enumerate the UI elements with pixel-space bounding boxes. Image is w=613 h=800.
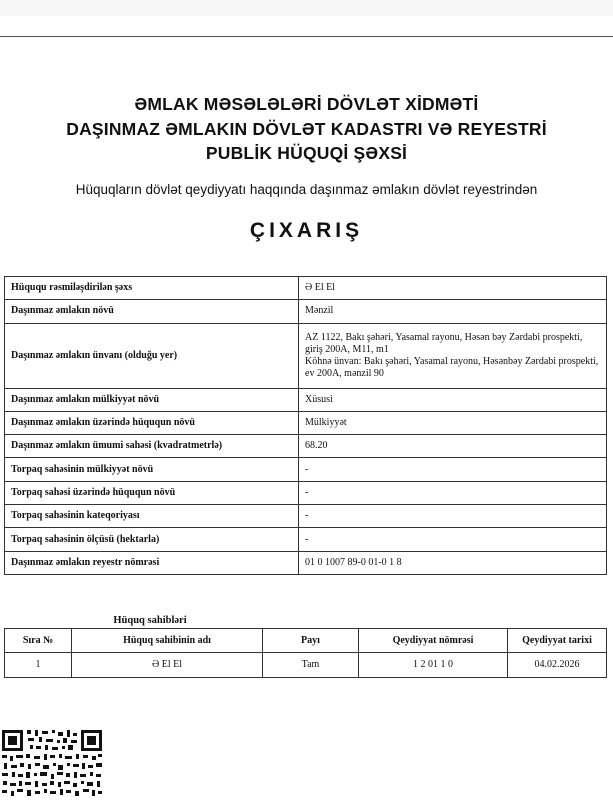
info-label: Daşınmaz əmlakın reyestr nömrəsi bbox=[5, 551, 299, 574]
table-cell: Ə El El bbox=[72, 653, 263, 678]
info-label: Daşınmaz əmlakın növü bbox=[5, 300, 299, 323]
table-cell: 04.02.2026 bbox=[508, 653, 607, 678]
info-label: Daşınmaz əmlakın ümumi sahəsi (kvadratmetrlə) bbox=[5, 435, 299, 458]
info-row bbox=[5, 528, 607, 551]
agency-name-line3: PUBLİK HÜQUQİ ŞƏXSİ bbox=[205, 143, 408, 163]
info-label: Torpaq sahəsinin kateqoriyası bbox=[5, 505, 299, 528]
info-value: 01 0 1007 89-0 01-0 1 8 bbox=[299, 551, 607, 574]
info-value: Xüsusi bbox=[299, 388, 607, 411]
column-header: Qeydiyyat nömrəsi bbox=[359, 629, 508, 653]
info-row bbox=[5, 435, 607, 458]
table-cell: Tam bbox=[263, 653, 359, 678]
document-title: ÇIXARIŞ bbox=[249, 219, 364, 242]
table-cell: 1 2 01 1 0 bbox=[359, 653, 508, 678]
info-label: Torpaq sahəsinin mülkiyyət növü bbox=[5, 458, 299, 481]
info-label: Torpaq sahəsinin ölçüsü (hektarla) bbox=[5, 528, 299, 551]
info-row bbox=[5, 411, 607, 434]
info-label: Daşınmaz əmlakın mülkiyyət növü bbox=[5, 388, 299, 411]
info-value: - bbox=[299, 481, 607, 504]
info-label: Daşınmaz əmlakın üzərində hüququn növü bbox=[5, 411, 299, 434]
info-row bbox=[5, 551, 607, 574]
column-header: Sıra № bbox=[5, 629, 72, 653]
info-value: Mənzil bbox=[299, 300, 607, 323]
column-header: Qeydiyyat tarixi bbox=[508, 629, 607, 653]
address-current: AZ 1122, Bakı şəhəri, Yasamal rayonu, Həsən bəy Zərdabi prospekti, giriş 200A, M11, m1 bbox=[305, 331, 583, 355]
info-row bbox=[5, 277, 607, 300]
info-value: Mülkiyyət bbox=[299, 411, 607, 434]
info-label: Hüququ rəsmiləşdirilən şəxs bbox=[5, 277, 299, 300]
info-label: Torpaq sahəsi üzərində hüququn növü bbox=[5, 481, 299, 504]
top-bar bbox=[0, 0, 613, 16]
info-value: - bbox=[299, 458, 607, 481]
info-row bbox=[5, 481, 607, 504]
column-header: Payı bbox=[263, 629, 359, 653]
qr-code-icon[interactable] bbox=[0, 727, 104, 800]
info-label: Daşınmaz əmlakın ünvanı (olduğu yer) bbox=[5, 323, 299, 388]
owners-table bbox=[4, 628, 607, 678]
table-row bbox=[5, 653, 607, 678]
header-rule bbox=[0, 36, 613, 37]
address-old: Köhnə ünvan: Bakı şəhəri, Yasamal rayonu, Həsənbəy Zərdabi prospekti, ev 200A, mənzil 90 bbox=[305, 355, 599, 379]
column-header: Hüquq sahibinin adı bbox=[72, 629, 263, 653]
info-value: - bbox=[299, 505, 607, 528]
info-row bbox=[5, 323, 607, 388]
document-subtitle: Hüquqların dövlət qeydiyyatı haqqında daşınmaz əmlakın dövlət reyestrindən bbox=[75, 182, 538, 197]
owners-header-row bbox=[5, 629, 607, 653]
property-info-table bbox=[4, 276, 607, 575]
info-value bbox=[299, 323, 607, 388]
info-row bbox=[5, 505, 607, 528]
info-row bbox=[5, 388, 607, 411]
info-value: - bbox=[299, 528, 607, 551]
owners-caption: Hüquq sahibləri bbox=[113, 615, 187, 626]
info-value: Ə El El bbox=[299, 277, 607, 300]
agency-name-line1: ƏMLAK MƏSƏLƏLƏRİ DÖVLƏT XİDMƏTİ bbox=[134, 94, 479, 114]
info-value: 68.20 bbox=[299, 435, 607, 458]
table-cell: 1 bbox=[5, 653, 72, 678]
info-row bbox=[5, 458, 607, 481]
agency-name-line2: DAŞINMAZ ƏMLAKIN DÖVLƏT KADASTRI VƏ REYESTRİ bbox=[66, 119, 547, 139]
info-row bbox=[5, 300, 607, 323]
